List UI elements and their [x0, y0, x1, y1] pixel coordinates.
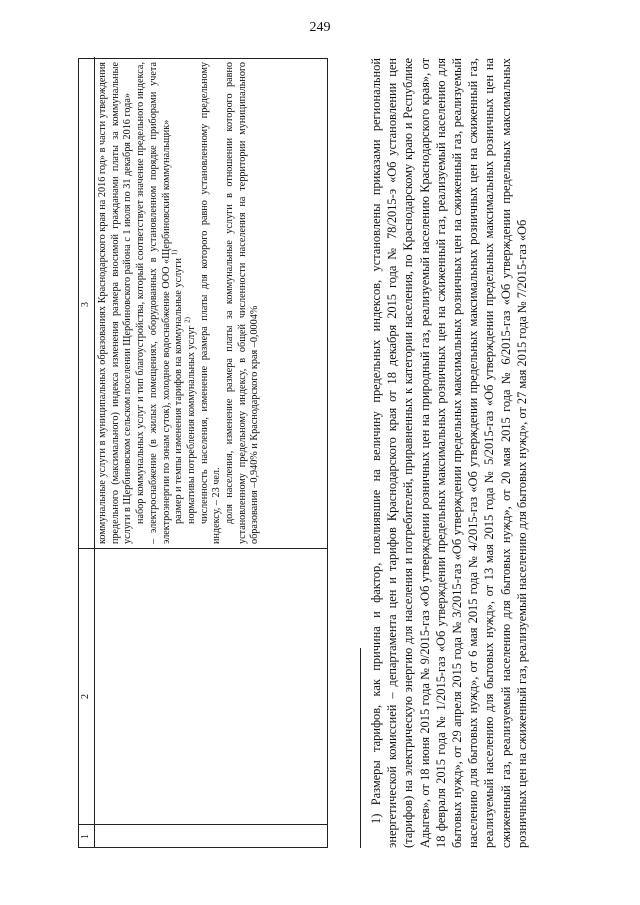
footnote-separator: [360, 648, 361, 848]
cell-paragraph: нормативы потребления коммунальных услуг $^{2)}$: [183, 317, 197, 524]
cell-paragraph: набор коммунальных услуг и тип благоустройства, который соответствует значение предельного индекса, – электроснабжение (в жилых помещениях, оборудованных в установленном порядке приборами учета электроэнергии по зонам суток), холодное водоснабжение ООО «Щербиновский коммунальщик»: [135, 62, 172, 544]
page-number: 249: [309, 20, 331, 35]
footnote: [368, 58, 530, 848]
column-divider: [79, 548, 327, 549]
column-header-3: 3: [80, 302, 91, 307]
column-header-1: 1: [80, 834, 91, 839]
column-divider: [79, 824, 327, 825]
table-cell-description: [97, 62, 262, 544]
cell-paragraph: доля населения, изменение размера платы за коммунальные услуги в отношении которого равно установленному предельному индексу, в общей численности населения на территории муниципального образования –0,940% и Краснодарского края –0,0004%: [224, 62, 261, 544]
cell-paragraph: коммунальные услуги в муниципальных образованиях Краснодарского края на 2016 год» в части утверждения предельного (максимального) индекса изменения размера вносимой гражданами платы за коммунальные услуги в Щербиновском сельском поселении Щербиновского района с 1 июля по 31 декабря 2016 года»: [97, 62, 134, 544]
tariff-table: [78, 58, 328, 848]
footnote-ref: 2): [183, 317, 192, 323]
table-header-row: [79, 57, 95, 847]
cell-paragraph: размер и темпы изменения тарифов на коммунальные услуги $^{1)}$: [170, 249, 185, 524]
cell-paragraph: численность населения, изменение размера платы для которого равно установленному предельному индексу, – 23 чел.: [198, 62, 223, 544]
column-header-2: 2: [80, 694, 91, 699]
footnote-text: 1) Размеры тарифов, как причина и фактор, повлиявшие на величину предельных индексов, установлены приказами региональной энергетической комиссией – департамента цен и тарифов Краснодарского края от 18 декабря 2015 года № 78/2015-э «Об установлении цен (тарифов) на электрическую энергию для населения и потребителей, приравненных к категории населения, по Краснодарскому краю и Республике Адыгея», от 18 июня 2015 года № 9/2015-газ «Об утверждении розничных цен на природный газ, реализуемый населению Краснодарского края», от 18 февраля 2015 года № 1/2015-газ «Об утверждении предельных максимальных розничных цен на сжиженный газ, реализуемый населению для бытовых нужд», от 29 апреля 2015 года № 3/2015-газ «Об утверждении предельных максимальных розничных цен на сжиженный газ, реализуемый населению для бытовых нужд», от 6 мая 2015 года № 4/2015-газ «Об утверждении предельных максимальных розничных цен на сжиженный газ, реализуемый населению для бытовых нужд», от 13 мая 2015 года № 5/2015-газ «Об утверждении предельных максимальных розничных цен на сжиженный газ, реализуемый населению для бытовых нужд», от 20 мая 2015 года № 6/2015-газ «Об утверждении предельных максимальных розничных цен на сжиженный газ, реализуемый населению для бытовых нужд», от 27 мая 2015 года № 7/2015-газ «Об: [369, 58, 529, 848]
footnote-ref: 1): [170, 249, 179, 256]
